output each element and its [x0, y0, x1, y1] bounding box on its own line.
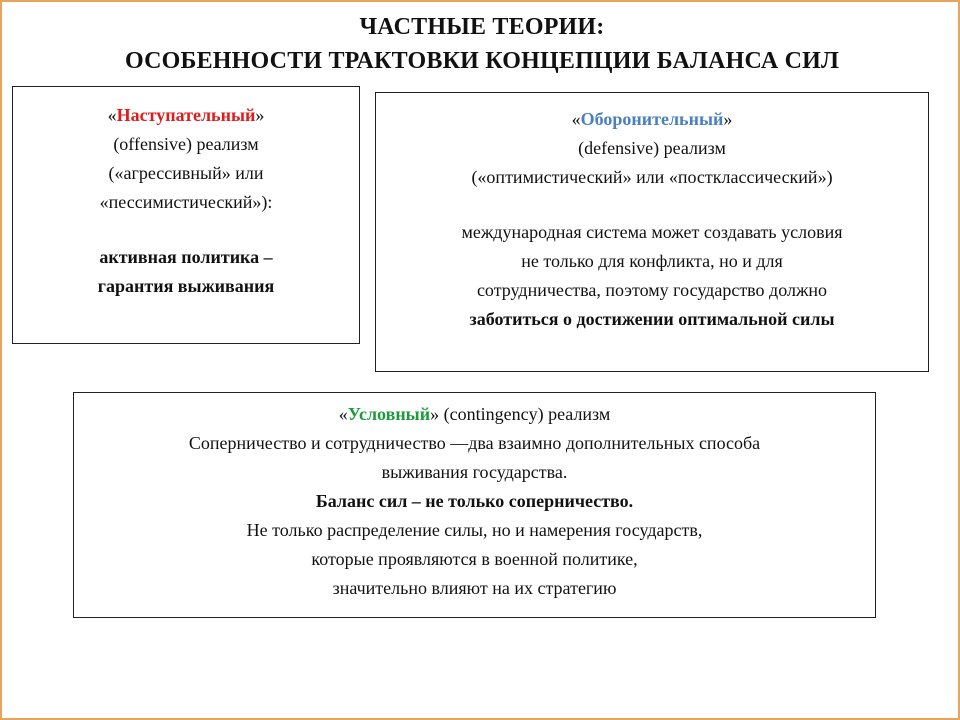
offensive-subtitle: (offensive) реализм: [113, 134, 259, 154]
offensive-alt-name-1: («агрессивный» или: [108, 163, 264, 183]
contingency-body-3: Не только распределение силы, но и намерения государств,: [246, 520, 703, 540]
contingency-body-1: Соперничество и сотрудничество —два взаимно дополнительных способа: [188, 433, 761, 453]
defensive-keyword: Оборонительный: [580, 109, 724, 129]
quote-open: «: [571, 109, 581, 129]
contingency-body-4: которые проявляются в военной политике,: [311, 549, 638, 569]
contingency-realism-box: [73, 392, 876, 618]
offensive-realism-box: [12, 86, 360, 344]
offensive-thesis-2: гарантия выживания: [97, 276, 275, 296]
quote-close: »: [430, 404, 440, 424]
offensive-keyword: Наступательный: [116, 105, 256, 125]
title-line-1: ЧАСТНЫЕ ТЕОРИИ:: [359, 14, 605, 40]
quote-open: «: [338, 404, 348, 424]
defensive-realism-box: [375, 92, 929, 372]
contingency-subtitle: (contingency) реализм: [439, 404, 611, 424]
spacer: [376, 192, 928, 218]
contingency-keyword: Условный: [347, 404, 431, 424]
contingency-body-5: значительно влияют на их стратегию: [332, 578, 617, 598]
defensive-alt-names: («оптимистический» или «постклассический»): [471, 167, 833, 187]
defensive-heading: [376, 105, 928, 134]
offensive-heading: [13, 101, 359, 130]
quote-close: »: [255, 105, 265, 125]
defensive-thesis: заботиться о достижении оптимальной силы: [469, 309, 835, 329]
contingency-thesis: Баланс сил – не только соперничество.: [315, 491, 634, 511]
defensive-body-1: международная система может создавать условия: [461, 222, 843, 242]
contingency-body-2: выживания государства.: [381, 462, 568, 482]
spacer: [13, 217, 359, 243]
defensive-body-2: не только для конфликта, но и для: [521, 251, 783, 271]
quote-close: »: [723, 109, 733, 129]
offensive-alt-name-2: «пессимистический»):: [99, 192, 273, 212]
defensive-body-3: сотрудничества, поэтому государство должно: [476, 280, 828, 300]
contingency-heading: [74, 400, 875, 429]
defensive-subtitle: (defensive) реализм: [578, 138, 726, 158]
quote-open: «: [107, 105, 117, 125]
title-line-2: ОСОБЕННОСТИ ТРАКТОВКИ КОНЦЕПЦИИ БАЛАНСА СИЛ: [124, 48, 840, 74]
offensive-thesis-1: активная политика –: [99, 247, 273, 267]
slide-title: [2, 10, 960, 78]
